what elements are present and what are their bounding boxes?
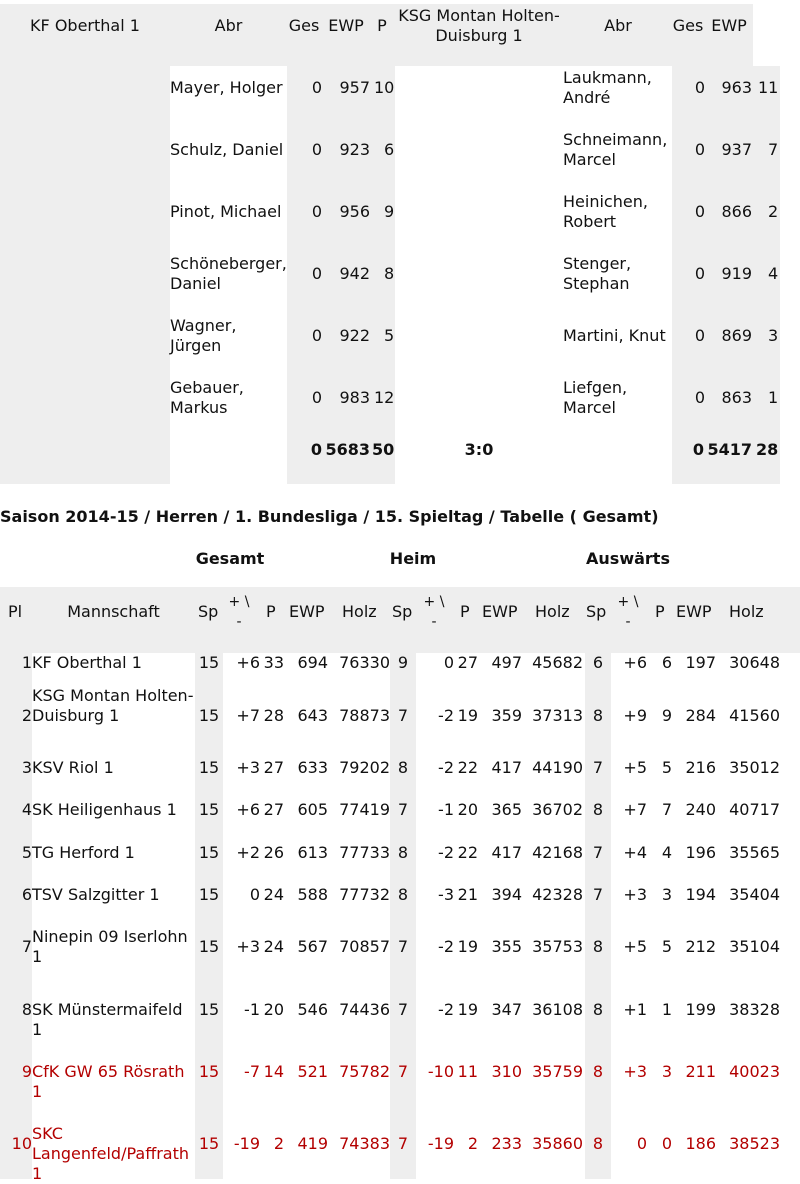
cell-a-holz: 35012 xyxy=(729,758,780,777)
away-p: 11 xyxy=(758,78,779,97)
cell-h-holz: 45682 xyxy=(532,653,583,672)
cell-a-sp: 8 xyxy=(592,1062,604,1081)
cell-g-pm: +2 xyxy=(236,843,260,862)
away-ewp: 919 xyxy=(721,264,752,283)
away-ewp: 866 xyxy=(721,202,752,221)
home-player-name: Gebauer, Markus xyxy=(170,378,244,417)
home-ges: 0 xyxy=(311,326,322,345)
cell-g-pm: +6 xyxy=(236,653,260,672)
cell-h-p: 11 xyxy=(457,1062,478,1081)
home-ges: 0 xyxy=(311,202,322,221)
cell-g-sp: 15 xyxy=(198,843,220,862)
cell-g-ewp: 588 xyxy=(297,885,328,904)
cell-pl: 6 xyxy=(21,885,32,904)
cell-g-p: 27 xyxy=(263,758,284,777)
cell-a-sp: 7 xyxy=(592,758,604,777)
cell-g-sp: 15 xyxy=(198,1134,220,1153)
cell-h-p: 22 xyxy=(457,758,478,777)
away-total-p: 28 xyxy=(756,440,779,459)
pl-column-bg xyxy=(0,653,32,1179)
cell-a-sp: 7 xyxy=(592,843,604,862)
match-home-team-column-bg xyxy=(0,66,170,484)
away-total-ewp: 5417 xyxy=(707,440,752,459)
match-header-ewp-away: EWP xyxy=(711,16,747,35)
home-ewp: 957 xyxy=(339,78,370,97)
home-player-name: Wagner, Jürgen xyxy=(170,316,237,355)
cell-g-p: 27 xyxy=(263,800,284,819)
cell-h-sp: 8 xyxy=(397,843,409,862)
cell-h-p: 21 xyxy=(457,885,478,904)
cell-pl: 3 xyxy=(21,758,32,777)
cell-a-pm: +3 xyxy=(623,1062,647,1081)
home-p: 6 xyxy=(384,140,395,159)
cell-h-sp: 9 xyxy=(397,653,409,672)
away-p: 2 xyxy=(768,202,779,221)
home-ewp: 956 xyxy=(339,202,370,221)
cell-a-holz: 35404 xyxy=(729,885,780,904)
cell-g-p: 24 xyxy=(263,885,284,904)
home-ewp: 922 xyxy=(339,326,370,345)
match-header-away-team: KSG Montan Holten-Duisburg 1 xyxy=(398,6,560,45)
cell-a-sp: 6 xyxy=(592,653,604,672)
cell-team: CfK GW 65 Rösrath 1 xyxy=(32,1062,185,1101)
cell-h-holz: 36108 xyxy=(532,1000,583,1019)
cell-team: Ninepin 09 Iserlohn 1 xyxy=(32,927,188,966)
match-header-abr-home: Abr xyxy=(214,16,243,35)
heim-sp-column-bg xyxy=(390,653,416,1179)
cell-h-p: 19 xyxy=(457,1000,478,1019)
match-header-ges-home: Ges xyxy=(288,16,320,35)
cell-h-sp: 8 xyxy=(397,885,409,904)
cell-h-p: 2 xyxy=(467,1134,478,1153)
away-player-name: Schneimann, Marcel xyxy=(563,130,668,169)
col-g-ewp: EWP xyxy=(289,602,325,621)
cell-g-p: 28 xyxy=(263,706,284,725)
cell-a-sp: 8 xyxy=(592,937,604,956)
col-g-p: P xyxy=(266,602,276,621)
cell-g-pm: -19 xyxy=(233,1134,260,1153)
col-team: Mannschaft xyxy=(67,602,160,621)
cell-g-pm: +3 xyxy=(236,937,260,956)
cell-h-pm: -3 xyxy=(438,885,454,904)
cell-pl: 1 xyxy=(21,653,32,672)
away-p: 4 xyxy=(768,264,779,283)
cell-g-ewp: 605 xyxy=(297,800,328,819)
cell-g-ewp: 643 xyxy=(297,706,328,725)
cell-h-pm: -2 xyxy=(438,843,454,862)
cell-h-sp: 7 xyxy=(397,1134,409,1153)
cell-h-pm: -2 xyxy=(438,1000,454,1019)
home-total-ewp: 5683 xyxy=(325,440,370,459)
away-ewp: 863 xyxy=(721,388,752,407)
cell-a-ewp: 240 xyxy=(685,800,716,819)
cell-a-ewp: 197 xyxy=(685,653,716,672)
cell-h-pm: -10 xyxy=(427,1062,454,1081)
col-h-pm: + \ - xyxy=(423,594,445,630)
cell-a-ewp: 211 xyxy=(685,1062,716,1081)
cell-team: TSV Salzgitter 1 xyxy=(32,885,160,904)
cell-team: KSV Riol 1 xyxy=(32,758,114,777)
cell-pl: 10 xyxy=(11,1134,32,1153)
away-ewp: 937 xyxy=(721,140,752,159)
away-ges: 0 xyxy=(694,326,705,345)
away-p: 1 xyxy=(768,388,779,407)
cell-a-pm: +1 xyxy=(623,1000,647,1019)
cell-h-sp: 7 xyxy=(397,937,409,956)
cell-h-pm: -2 xyxy=(438,937,454,956)
cell-a-holz: 38328 xyxy=(729,1000,780,1019)
cell-g-pm: -7 xyxy=(244,1062,260,1081)
cell-g-holz: 77419 xyxy=(339,800,390,819)
home-p: 8 xyxy=(384,264,395,283)
away-player-name: Laukmann, André xyxy=(563,68,652,107)
cell-a-pm: +4 xyxy=(623,843,647,862)
match-header-p-home: P xyxy=(377,16,387,35)
away-player-name: Liefgen, Marcel xyxy=(563,378,628,417)
col-a-pm: + \ - xyxy=(617,594,639,630)
cell-h-ewp: 394 xyxy=(491,885,522,904)
away-p: 3 xyxy=(768,326,779,345)
away-total-ges: 0 xyxy=(692,440,704,459)
cell-g-pm: +7 xyxy=(236,706,260,725)
cell-a-pm: +5 xyxy=(623,937,647,956)
cell-a-pm: +6 xyxy=(623,653,647,672)
cell-team: SK Münstermaifeld 1 xyxy=(32,1000,183,1039)
cell-g-p: 33 xyxy=(263,653,284,672)
cell-a-holz: 35104 xyxy=(729,937,780,956)
cell-g-sp: 15 xyxy=(198,937,220,956)
cell-g-pm: -1 xyxy=(244,1000,260,1019)
cell-h-p: 22 xyxy=(457,843,478,862)
cell-h-ewp: 497 xyxy=(491,653,522,672)
cell-a-holz: 35565 xyxy=(729,843,780,862)
col-h-ewp: EWP xyxy=(482,602,518,621)
cell-g-holz: 74436 xyxy=(339,1000,390,1019)
cell-a-p: 3 xyxy=(661,885,672,904)
away-ges: 0 xyxy=(694,140,705,159)
cell-team: SK Heiligenhaus 1 xyxy=(32,800,177,819)
away-player-name: Heinichen, Robert xyxy=(563,192,648,231)
cell-h-sp: 7 xyxy=(397,1000,409,1019)
col-a-holz: Holz xyxy=(729,602,764,621)
cell-g-sp: 15 xyxy=(198,758,220,777)
cell-a-holz: 40717 xyxy=(729,800,780,819)
cell-g-holz: 74383 xyxy=(339,1134,390,1153)
cell-g-sp: 15 xyxy=(198,885,220,904)
cell-h-holz: 35759 xyxy=(532,1062,583,1081)
cell-a-pm: +5 xyxy=(623,758,647,777)
cell-a-pm: +3 xyxy=(623,885,647,904)
away-ewp: 869 xyxy=(721,326,752,345)
cell-g-ewp: 567 xyxy=(297,937,328,956)
cell-pl: 4 xyxy=(21,800,32,819)
cell-h-ewp: 359 xyxy=(491,706,522,725)
cell-g-sp: 15 xyxy=(198,1000,220,1019)
cell-g-p: 24 xyxy=(263,937,284,956)
cell-pl: 8 xyxy=(21,1000,32,1019)
cell-g-holz: 77733 xyxy=(339,843,390,862)
home-ges: 0 xyxy=(311,264,322,283)
home-ewp: 923 xyxy=(339,140,370,159)
cell-h-sp: 7 xyxy=(397,800,409,819)
cell-h-ewp: 417 xyxy=(491,843,522,862)
match-header-ewp-home: EWP xyxy=(328,16,364,35)
cell-a-ewp: 216 xyxy=(685,758,716,777)
away-player-name: Stenger, Stephan xyxy=(563,254,632,293)
home-player-name: Schöneberger, Daniel xyxy=(170,254,287,293)
auswaerts-sp-column-bg xyxy=(585,653,611,1179)
cell-a-pm: +7 xyxy=(623,800,647,819)
cell-h-p: 27 xyxy=(457,653,478,672)
away-ges: 0 xyxy=(694,202,705,221)
cell-h-holz: 42168 xyxy=(532,843,583,862)
cell-a-p: 1 xyxy=(661,1000,672,1019)
cell-team: TG Herford 1 xyxy=(32,843,135,862)
cell-pl: 7 xyxy=(21,937,32,956)
cell-g-holz: 70857 xyxy=(339,937,390,956)
cell-a-ewp: 199 xyxy=(685,1000,716,1019)
match-header-abr-away: Abr xyxy=(604,16,632,35)
away-ges: 0 xyxy=(694,264,705,283)
cell-g-holz: 75782 xyxy=(339,1062,390,1081)
cell-h-ewp: 355 xyxy=(491,937,522,956)
group-auswaerts: Auswärts xyxy=(586,549,670,568)
match-result: 3:0 xyxy=(464,440,494,459)
cell-h-pm: -1 xyxy=(438,800,454,819)
cell-g-p: 14 xyxy=(263,1062,284,1081)
cell-g-p: 20 xyxy=(263,1000,284,1019)
cell-h-sp: 7 xyxy=(397,706,409,725)
home-ges: 0 xyxy=(311,140,322,159)
home-ewp: 942 xyxy=(339,264,370,283)
cell-a-sp: 8 xyxy=(592,800,604,819)
cell-g-sp: 15 xyxy=(198,1062,220,1081)
cell-h-ewp: 365 xyxy=(491,800,522,819)
cell-g-ewp: 694 xyxy=(297,653,328,672)
cell-a-ewp: 284 xyxy=(685,706,716,725)
home-p: 10 xyxy=(374,78,395,97)
standings-title: Saison 2014-15 / Herren / 1. Bundesliga / 15. Spieltag / Tabelle ( Gesamt) xyxy=(0,507,659,526)
cell-h-pm: -2 xyxy=(438,758,454,777)
cell-g-pm: 0 xyxy=(249,885,260,904)
cell-h-holz: 42328 xyxy=(532,885,583,904)
cell-g-sp: 15 xyxy=(198,800,220,819)
cell-g-ewp: 419 xyxy=(297,1134,328,1153)
col-a-sp: Sp xyxy=(586,602,607,621)
cell-g-p: 2 xyxy=(273,1134,284,1153)
cell-g-sp: 15 xyxy=(198,653,220,672)
away-ges: 0 xyxy=(694,78,705,97)
col-h-holz: Holz xyxy=(535,602,570,621)
cell-a-p: 4 xyxy=(661,843,672,862)
group-heim: Heim xyxy=(389,549,437,568)
cell-pl: 5 xyxy=(21,843,32,862)
cell-g-sp: 15 xyxy=(198,706,220,725)
col-h-p: P xyxy=(460,602,470,621)
home-player-name: Schulz, Daniel xyxy=(170,140,284,159)
cell-team: KF Oberthal 1 xyxy=(32,653,142,672)
home-ges: 0 xyxy=(311,388,322,407)
cell-h-ewp: 417 xyxy=(491,758,522,777)
cell-g-pm: +6 xyxy=(236,800,260,819)
cell-a-pm: 0 xyxy=(636,1134,647,1153)
cell-a-holz: 30648 xyxy=(729,653,780,672)
cell-a-holz: 40023 xyxy=(729,1062,780,1081)
cell-a-p: 5 xyxy=(661,758,672,777)
away-p: 7 xyxy=(768,140,779,159)
cell-a-p: 5 xyxy=(661,937,672,956)
home-player-name: Mayer, Holger xyxy=(170,78,283,97)
cell-h-holz: 37313 xyxy=(532,706,583,725)
cell-a-ewp: 212 xyxy=(685,937,716,956)
away-ges: 0 xyxy=(694,388,705,407)
cell-h-sp: 7 xyxy=(397,1062,409,1081)
col-a-p: P xyxy=(655,602,665,621)
cell-a-ewp: 194 xyxy=(685,885,716,904)
cell-h-p: 19 xyxy=(457,937,478,956)
home-p: 9 xyxy=(384,202,395,221)
cell-g-p: 26 xyxy=(263,843,284,862)
cell-a-p: 3 xyxy=(661,1062,672,1081)
cell-g-holz: 78873 xyxy=(339,706,390,725)
cell-a-p: 6 xyxy=(661,653,672,672)
cell-a-sp: 8 xyxy=(592,706,604,725)
cell-g-holz: 79202 xyxy=(339,758,390,777)
cell-a-sp: 8 xyxy=(592,1000,604,1019)
home-total-ges: 0 xyxy=(310,440,322,459)
away-player-name: Martini, Knut xyxy=(563,326,666,345)
away-ewp: 963 xyxy=(721,78,752,97)
cell-h-p: 20 xyxy=(457,800,478,819)
cell-a-p: 9 xyxy=(661,706,672,725)
col-a-ewp: EWP xyxy=(676,602,712,621)
cell-g-holz: 77732 xyxy=(339,885,390,904)
cell-team: SKC Langenfeld/Paffrath 1 xyxy=(32,1124,190,1183)
cell-g-ewp: 633 xyxy=(297,758,328,777)
cell-h-ewp: 347 xyxy=(491,1000,522,1019)
cell-h-p: 19 xyxy=(457,706,478,725)
col-pl: Pl xyxy=(8,602,23,621)
cell-h-sp: 8 xyxy=(397,758,409,777)
gesamt-sp-column-bg xyxy=(195,653,223,1179)
cell-h-holz: 36702 xyxy=(532,800,583,819)
cell-a-ewp: 196 xyxy=(685,843,716,862)
cell-a-holz: 41560 xyxy=(729,706,780,725)
cell-h-pm: -2 xyxy=(438,706,454,725)
cell-team: KSG Montan Holten-Duisburg 1 xyxy=(32,686,194,725)
cell-g-holz: 76330 xyxy=(339,653,390,672)
cell-h-holz: 44190 xyxy=(532,758,583,777)
cell-a-sp: 7 xyxy=(592,885,604,904)
home-player-name: Pinot, Michael xyxy=(170,202,282,221)
home-ges: 0 xyxy=(311,78,322,97)
cell-a-holz: 38523 xyxy=(729,1134,780,1153)
home-ewp: 983 xyxy=(339,388,370,407)
cell-h-pm: 0 xyxy=(443,653,454,672)
cell-a-pm: +9 xyxy=(623,706,647,725)
cell-g-pm: +3 xyxy=(236,758,260,777)
col-h-sp: Sp xyxy=(392,602,413,621)
home-total-p: 50 xyxy=(372,440,395,459)
col-g-sp: Sp xyxy=(198,602,219,621)
cell-pl: 2 xyxy=(21,706,32,725)
col-g-holz: Holz xyxy=(342,602,377,621)
group-gesamt: Gesamt xyxy=(195,549,265,568)
cell-g-ewp: 613 xyxy=(297,843,328,862)
match-header-home-team: KF Oberthal 1 xyxy=(30,16,140,35)
cell-a-ewp: 186 xyxy=(685,1134,716,1153)
cell-pl: 9 xyxy=(21,1062,32,1081)
match-header-ges-away: Ges xyxy=(672,16,704,35)
cell-h-ewp: 310 xyxy=(491,1062,522,1081)
home-p: 5 xyxy=(384,326,395,345)
cell-g-ewp: 546 xyxy=(297,1000,328,1019)
cell-h-pm: -19 xyxy=(427,1134,454,1153)
home-p: 12 xyxy=(374,388,395,407)
cell-h-ewp: 233 xyxy=(491,1134,522,1153)
cell-h-holz: 35860 xyxy=(532,1134,583,1153)
cell-g-ewp: 521 xyxy=(297,1062,328,1081)
cell-a-sp: 8 xyxy=(592,1134,604,1153)
cell-a-p: 0 xyxy=(661,1134,672,1153)
cell-a-p: 7 xyxy=(661,800,672,819)
col-g-pm: + \ - xyxy=(228,594,250,630)
cell-h-holz: 35753 xyxy=(532,937,583,956)
